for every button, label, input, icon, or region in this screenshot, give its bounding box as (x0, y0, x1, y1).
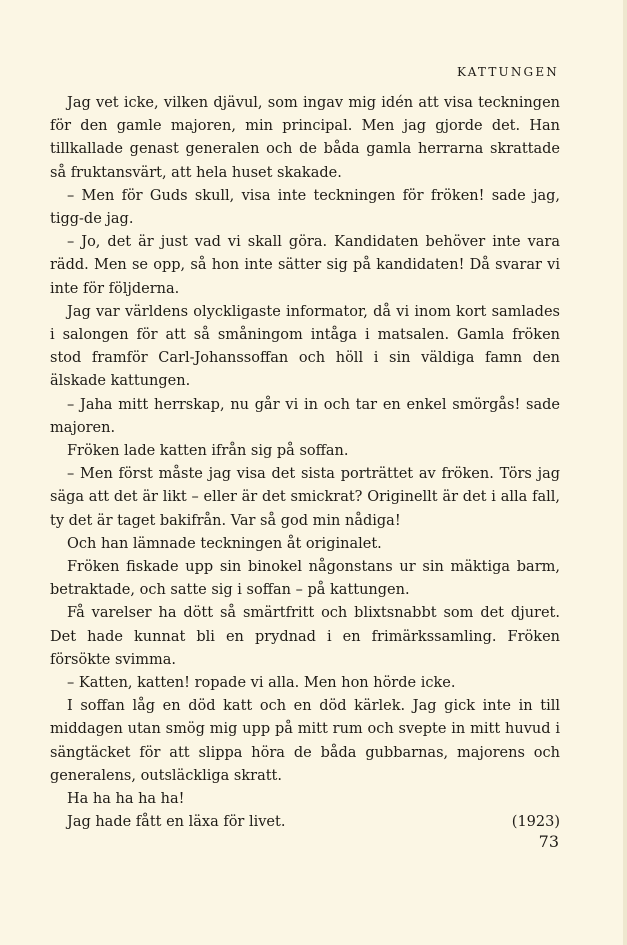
paragraph: Ha ha ha ha ha! (67, 791, 185, 808)
paragraph: Jag vet icke, vilken djävul, som ingav mig idén att visa teckningen för den gamle majoren, min principal. Men jag gjorde det. Han tillkallade genast generalen och de båda gamla herrarna skrattade så fruktansvärt, att hela huset skakade. (50, 95, 560, 181)
running-head: KATTUNGEN (457, 65, 559, 79)
year: (1923) (511, 814, 560, 831)
closing-line: Jag hade fått en läxa för livet. (67, 814, 286, 831)
paragraph: Få varelser ha dött så smärtfritt och blixtsnabbt som det djuret. Det hade kunnat bli en prydnad i en frimärkssamling. Fröken försökte svimma. (50, 605, 560, 668)
paragraph: Fröken fiskade upp sin binokel någonstans ur sin mäktiga barm, betraktade, och satte sig i soffan – på kattungen. (50, 559, 560, 599)
body-text (50, 92, 560, 835)
paragraph: Jag var världens olyckligaste informator, då vi inom kort samlades i salongen för att så småningom intåga i matsalen. Gamla fröken stod framför Carl-Johanssoffan och höll i sin väldiga famn den älskade kattungen. (50, 303, 560, 390)
paragraph: – Jaha mitt herrskap, nu går vi in och tar en enkel smörgås! sade majoren. (50, 396, 560, 436)
page-number: 73 (538, 832, 559, 851)
paragraph: – Jo, det är just vad vi skall göra. Kandidaten behöver inte vara rädd. Men se opp, så hon inte sätter sig på kandidaten! Då svarar vi inte för följderna. (50, 234, 560, 297)
paragraph: Fröken lade katten ifrån sig på soffan. (67, 443, 349, 460)
paragraph: – Men först måste jag visa det sista porträttet av fröken. Törs jag säga att det är likt – eller är det smickrat? Originellt är det i alla fall, ty det är taget bakifrån. Var så god min nådiga! (50, 466, 560, 529)
paragraph: I soffan låg en död katt och en död kärlek. Jag gick inte in till middagen utan smög mig upp på mitt rum och svepte in mitt huvud i sängtäcket för att slippa höra de båda gubbarnas, majorens och generalens, outsläckliga skratt. (50, 698, 560, 784)
paragraph: – Katten, katten! ropade vi alla. Men hon hörde icke. (67, 675, 456, 692)
closing-line-row (50, 811, 560, 834)
paragraph: Och han lämnade teckningen åt originalet. (67, 535, 382, 552)
paragraph: – Men för Guds skull, visa inte teckningen för fröken! sade jag, tigg-de jag. (50, 187, 560, 228)
page-edge (623, 0, 627, 945)
